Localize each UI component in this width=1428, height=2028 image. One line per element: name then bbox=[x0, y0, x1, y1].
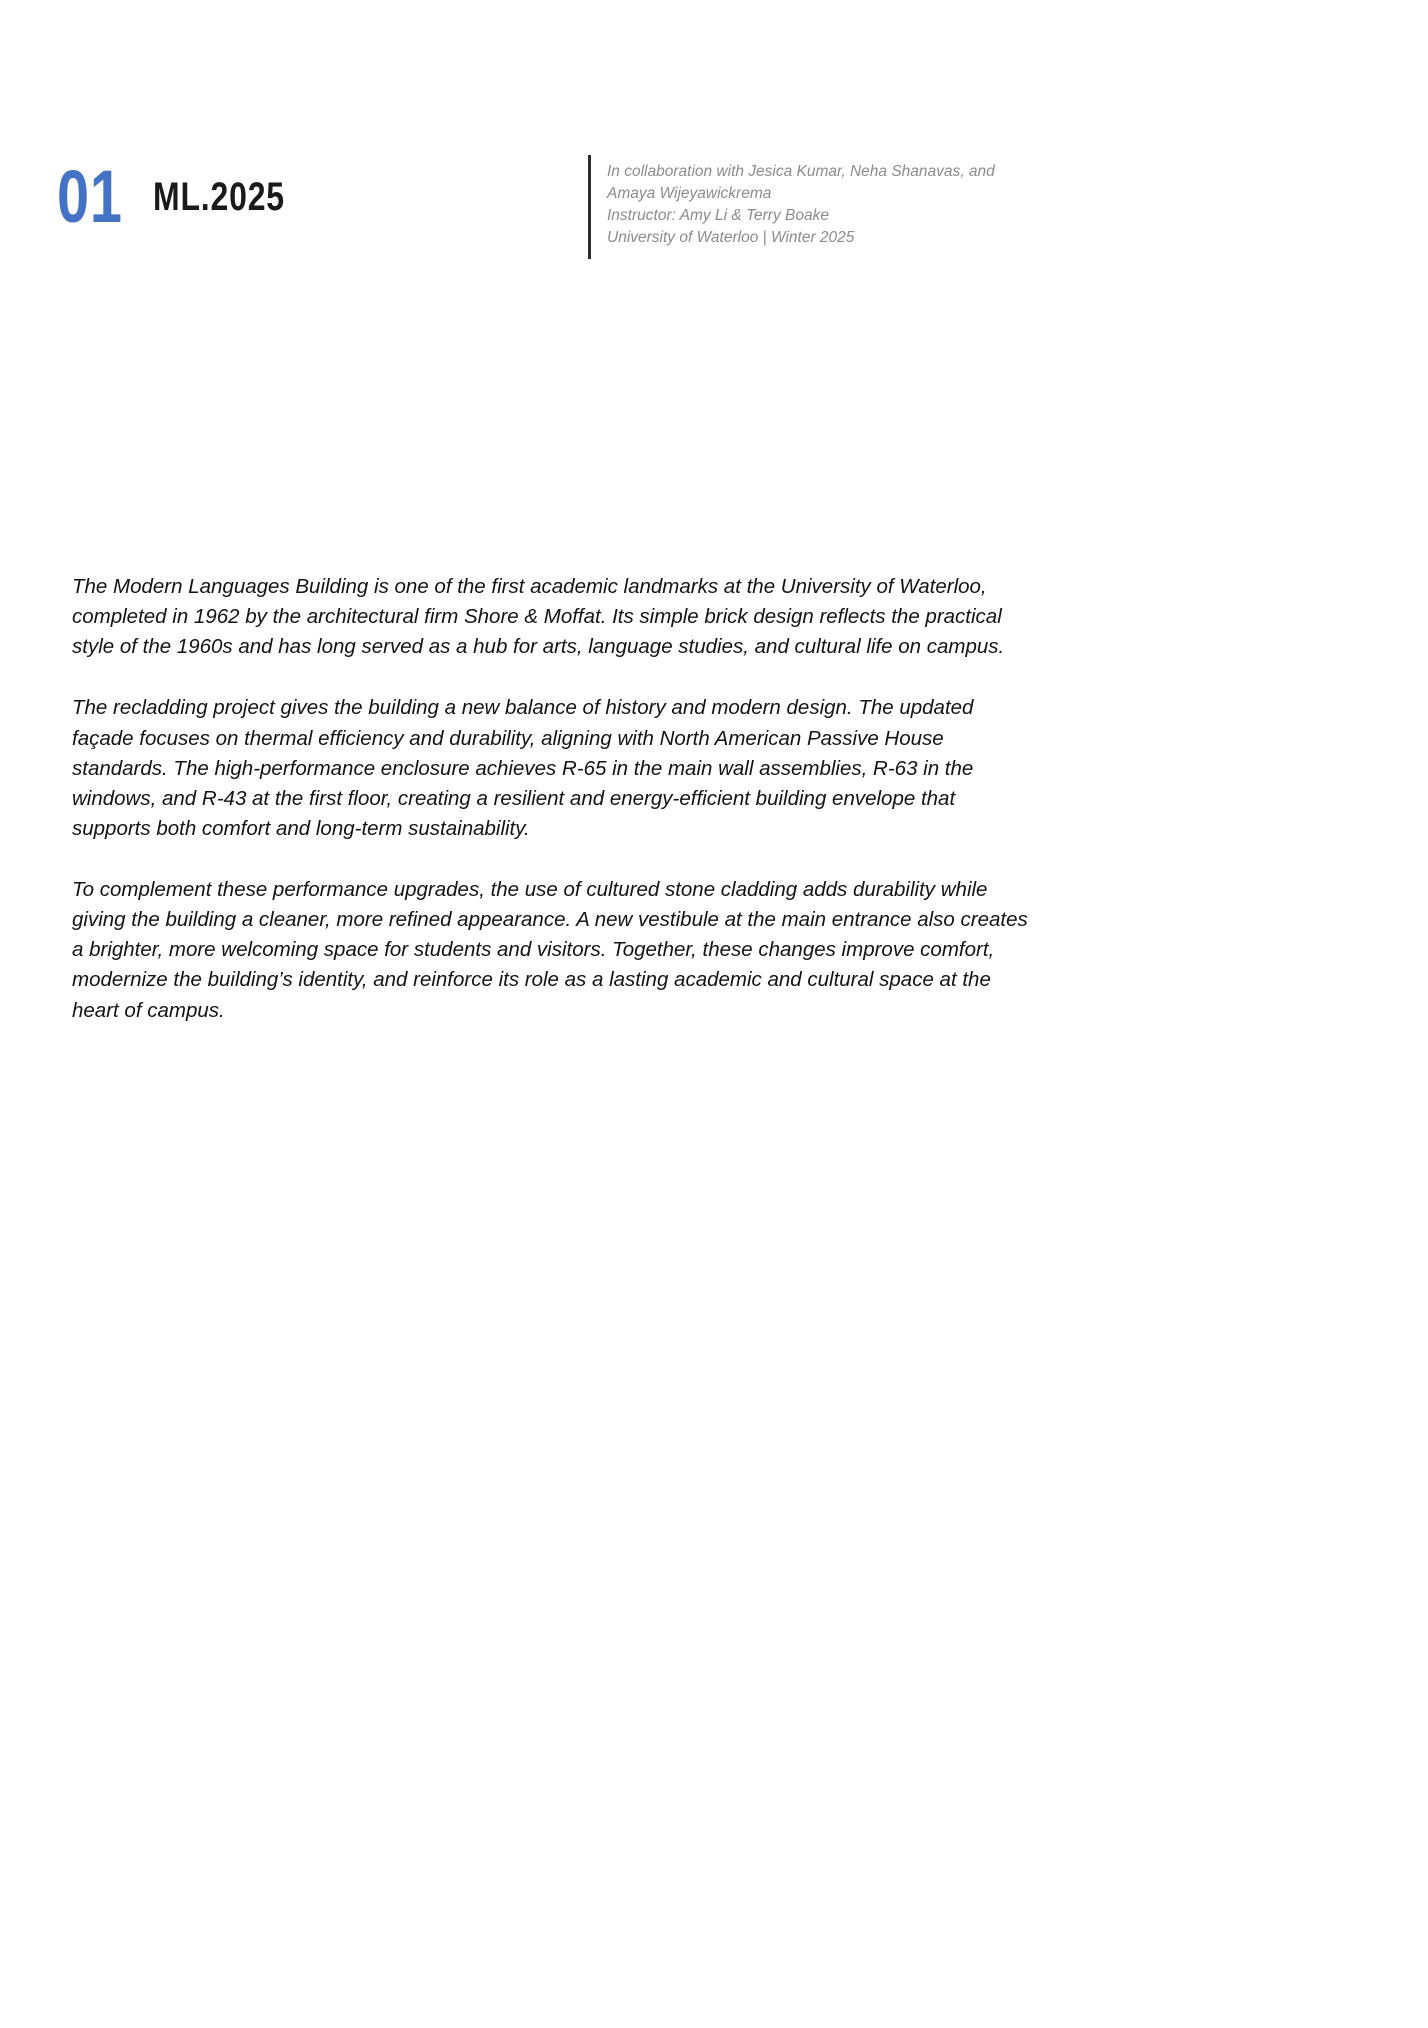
page-number: 01 bbox=[57, 155, 123, 238]
body-text bbox=[72, 572, 1030, 1057]
paragraph-performance-upgrades: To complement these performance upgrades, the use of cultured stone cladding adds durability while giving the building a cleaner, more refined appearance. A new vestibule at the main entrance also creates a brighter, more welcoming space for students and visitors. Together, these changes improve comfort, modernize the building’s identity, and reinforce its role as a lasting academic and cultural space at the heart of campus. bbox=[72, 878, 1028, 1022]
attribution-collaboration: In collaboration with Jesica Kumar, Neha Shanavas, and Amaya Wijeyawickrema bbox=[607, 163, 995, 202]
paragraph-recladding-project: The recladding project gives the building a new balance of history and modern design. The updated façade focuses on thermal efficiency and durability, aligning with North American Passive House standards. The high-performance enclosure achieves R-65 in the main wall assemblies, R-63 in the windows, and R-43 at the first floor, creating a resilient and energy-efficient building envelope that supports both comfort and long-term sustainability. bbox=[72, 696, 974, 840]
attribution-instructor: Instructor: Amy Li & Terry Boake bbox=[607, 207, 829, 224]
title-group bbox=[57, 155, 318, 238]
paragraph-building-history: The Modern Languages Building is one of the first academic landmarks at the University of Waterloo, completed in 1962 by the architectural firm Shore & Moffat. Its simple brick design reflects the practical style of the 1960s and has long served as a hub for arts, language studies, and cultural life on campus. bbox=[72, 575, 1005, 659]
attribution-block bbox=[588, 155, 1037, 259]
project-code-title: ML.2025 bbox=[153, 175, 286, 219]
attribution-university: University of Waterloo | Winter 2025 bbox=[607, 229, 855, 246]
